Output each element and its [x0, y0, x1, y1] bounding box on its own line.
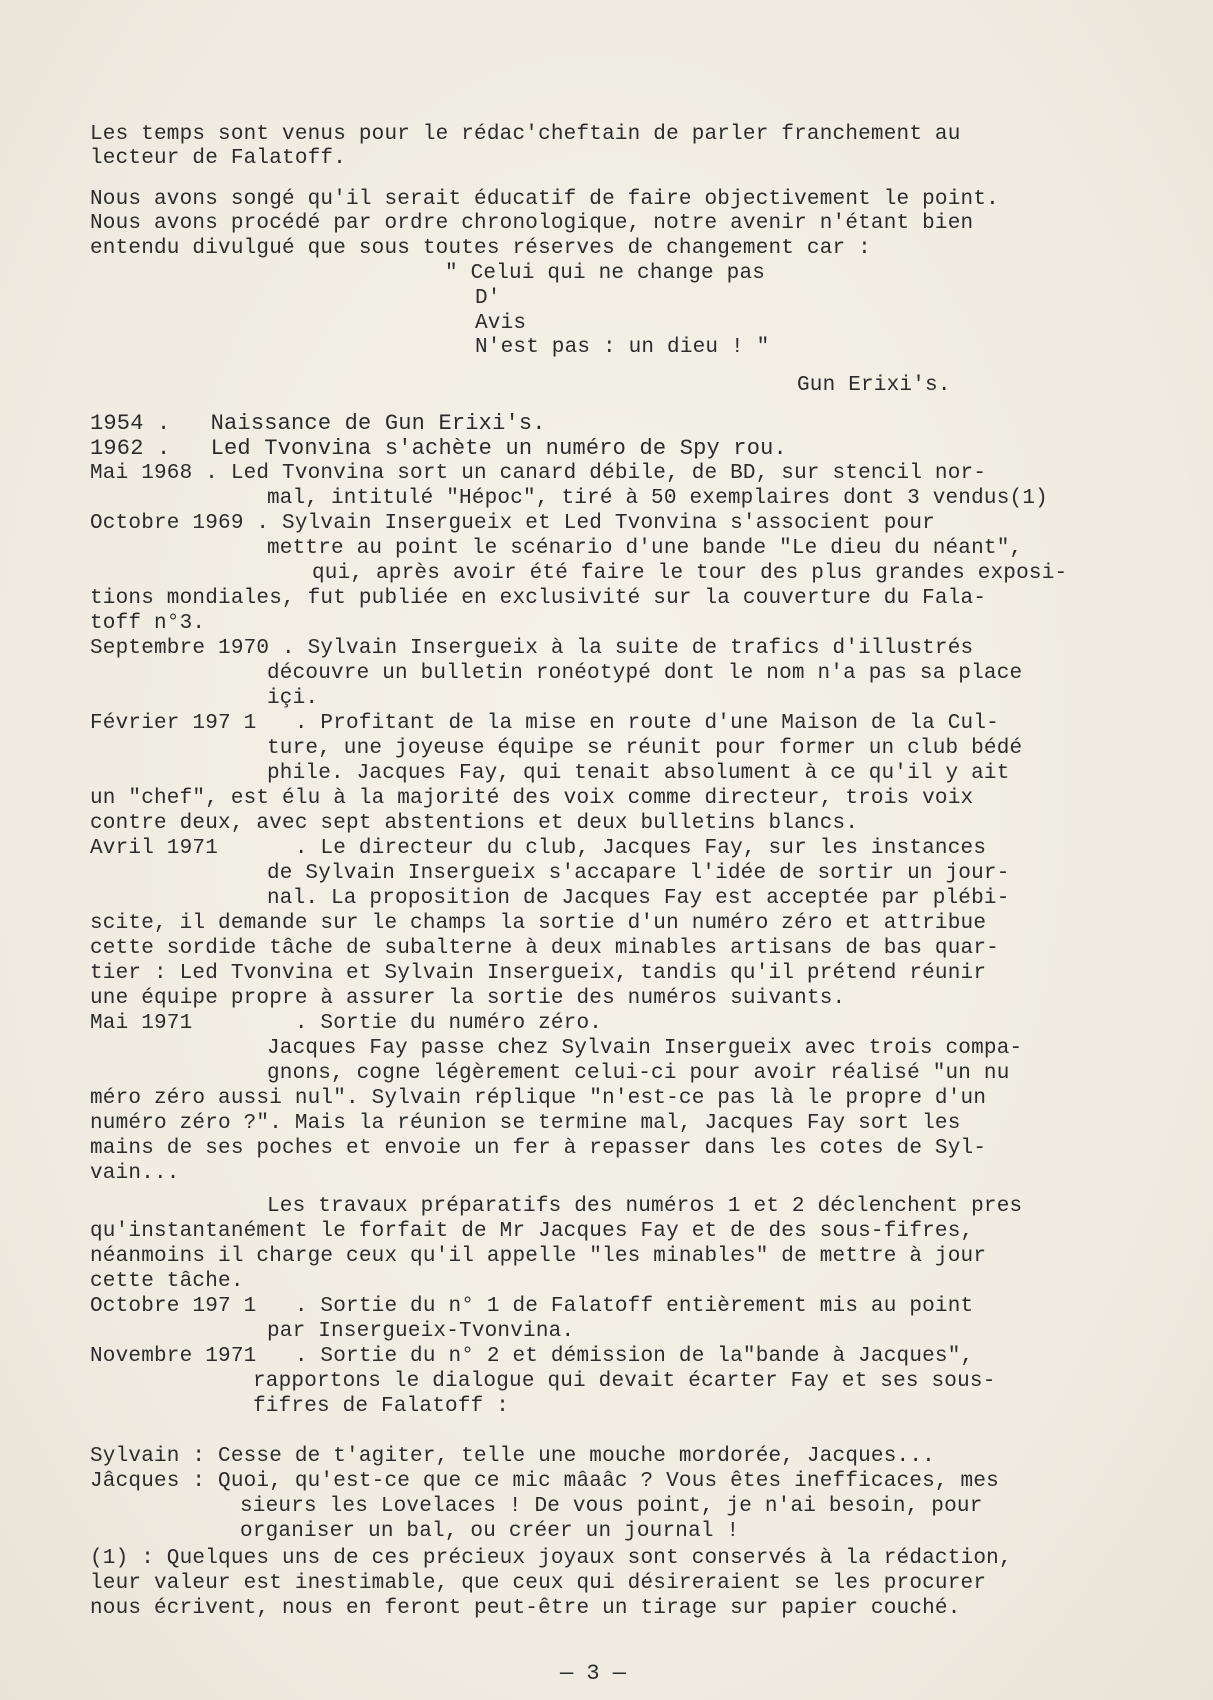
text-line-footnote-2: leur valeur est inestimable, que ceux qui désireraient se les procurer — [90, 1572, 987, 1595]
text-line-t-1971a-6: tier : Led Tvonvina et Sylvain Insergueix, tandis qu'il prétend réunir — [90, 962, 987, 985]
text-line-t-1968-2: mal, intitulé "Hépoc", tiré à 50 exemplaires dont 3 vendus(1) — [267, 487, 1048, 510]
text-line-t-1971f-1: Février 197 1 . Profitant de la mise en route d'une Maison de la Cul- — [90, 712, 999, 735]
text-line-t-1970-3: içi. — [267, 687, 319, 710]
text-line-t-1969-4: tions mondiales, fut publiée en exclusivité sur la couverture du Fala- — [90, 587, 987, 610]
text-line-t-1969-3: qui, après avoir été faire le tour des plus grandes exposi- — [312, 562, 1068, 585]
text-line-dialog-3: sieurs les Lovelaces ! De vous point, je n'ai besoin, pour — [240, 1495, 983, 1518]
text-line-t-1971a-4: scite, il demande sur le champs la sortie d'un numéro zéro et attribue — [90, 912, 987, 935]
text-line-t-1971a-5: cette sordide tâche de subalterne à deux minables artisans de bas quar- — [90, 937, 999, 960]
text-line-quote-author: Gun Erixi's. — [797, 374, 951, 397]
text-line-t-1971n-3: fifres de Falatoff : — [253, 1395, 510, 1418]
text-line-t-1971m-2: Jacques Fay passe chez Sylvain Insergueix avec trois compa- — [267, 1037, 1023, 1060]
text-line-t-1971m-4: méro zéro aussi nul". Sylvain réplique "n'est-ce pas là le propre d'un — [90, 1087, 987, 1110]
text-line-t-1971m-11: cette tâche. — [90, 1270, 244, 1293]
text-line-intro-1: Les temps sont venus pour le rédac'cheftain de parler franchement au — [90, 123, 961, 146]
text-line-t-1971f-4: un "chef", est élu à la majorité des voix comme directeur, trois voix — [90, 787, 974, 810]
text-line-t-1971m-6: mains de ses poches et envoie un fer à repasser dans les cotes de Syl- — [90, 1137, 987, 1160]
text-line-dialog-4: organiser un bal, ou créer un journal ! — [240, 1520, 740, 1543]
text-line-intro-3: Nous avons songé qu'il serait éducatif de faire objectivement le point. — [90, 188, 999, 211]
text-line-quote-3: Avis — [475, 312, 527, 335]
text-line-intro-4: Nous avons procédé par ordre chronologique, notre avenir n'étant bien — [90, 212, 974, 235]
text-line-footnote-3: nous écrivent, nous en feront peut-être un tirage sur papier couché. — [90, 1597, 961, 1620]
text-line-t-1971a-1: Avril 1971 . Le directeur du club, Jacques Fay, sur les instances — [90, 837, 987, 860]
text-line-t-1971a-7: une équipe propre à assurer la sortie des numéros suivants. — [90, 987, 846, 1010]
text-line-dialog-2: Jâcques : Quoi, qu'est-ce que ce mic mâaâc ? Vous êtes inefficaces, mes — [90, 1470, 999, 1493]
text-line-t-1971m-8: Les travaux préparatifs des numéros 1 et 2 déclenchent pres — [267, 1195, 1023, 1218]
text-line-quote-1: " Celui qui ne change pas — [445, 262, 766, 285]
text-line-t-1970-2: découvre un bulletin ronéotypé dont le nom n'a pas sa place — [267, 662, 1023, 685]
text-line-t-1971n-1: Novembre 1971 . Sortie du n° 2 et démission de la"bande à Jacques", — [90, 1345, 974, 1368]
text-line-t-1971f-3: phile. Jacques Fay, qui tenait absolument à ce qu'il y ait — [267, 762, 1010, 785]
text-line-t-1971m-5: numéro zéro ?". Mais la réunion se termine mal, Jacques Fay sort les — [90, 1112, 961, 1135]
text-line-t-1969-2: mettre au point le scénario d'une bande "Le dieu du néant", — [267, 537, 1023, 560]
text-line-t-1971m-9: qu'instantanément le forfait de Mr Jacques Fay et de des sous-fifres, — [90, 1220, 974, 1243]
text-line-t-1954: 1954 . Naissance de Gun Erixi's. — [90, 411, 546, 436]
text-line-t-1971m-1: Mai 1971 . Sortie du numéro zéro. — [90, 1012, 603, 1035]
page-number: — 3 — — [560, 1661, 627, 1686]
text-line-dialog-1: Sylvain : Cesse de t'agiter, telle une mouche mordorée, Jacques... — [90, 1445, 935, 1468]
text-line-t-1971o-2: par Insergueix-Tvonvina. — [267, 1320, 575, 1343]
text-line-t-1970-1: Septembre 1970 . Sylvain Insergueix à la suite de trafics d'illustrés — [90, 637, 974, 660]
text-line-quote-2: D' — [475, 287, 501, 310]
text-line-t-1962: 1962 . Led Tvonvina s'achète un numéro de Spy rou. — [90, 436, 787, 461]
text-line-t-1969-1: Octobre 1969 . Sylvain Insergueix et Led Tvonvina s'associent pour — [90, 512, 935, 535]
text-line-footnote-1: (1) : Quelques uns de ces précieux joyaux sont conservés à la rédaction, — [90, 1547, 1012, 1570]
text-line-t-1971o-1: Octobre 197 1 . Sortie du n° 1 de Falatoff entièrement mis au point — [90, 1295, 974, 1318]
text-line-intro-5: entendu divulgué que sous toutes réserves de changement car : — [90, 237, 871, 260]
text-line-t-1971m-7: vain... — [90, 1162, 180, 1185]
text-line-t-1971m-10: néanmoins il charge ceux qu'il appelle "les minables" de mettre à jour — [90, 1245, 987, 1268]
text-line-t-1971m-3: gnons, cogne légèrement celui-ci pour avoir réalisé "un nu — [267, 1062, 1010, 1085]
text-line-t-1971n-2: rapportons le dialogue qui devait écarter Fay et ses sous- — [253, 1370, 996, 1393]
text-line-t-1969-5: toff n°3. — [90, 612, 206, 635]
text-line-intro-2: lecteur de Falatoff. — [90, 147, 347, 170]
text-line-t-1968-1: Mai 1968 . Led Tvonvina sort un canard débile, de BD, sur stencil nor- — [90, 462, 987, 485]
text-line-t-1971a-2: de Sylvain Insergueix s'accapare l'idée de sortir un jour- — [267, 862, 1010, 885]
text-line-t-1971a-3: nal. La proposition de Jacques Fay est acceptée par plébi- — [267, 887, 1010, 910]
text-line-t-1971f-2: ture, une joyeuse équipe se réunit pour former un club bédé — [267, 737, 1023, 760]
text-line-t-1971f-5: contre deux, avec sept abstentions et deux bulletins blancs. — [90, 812, 859, 835]
text-line-quote-4: N'est pas : un dieu ! " — [475, 336, 770, 359]
